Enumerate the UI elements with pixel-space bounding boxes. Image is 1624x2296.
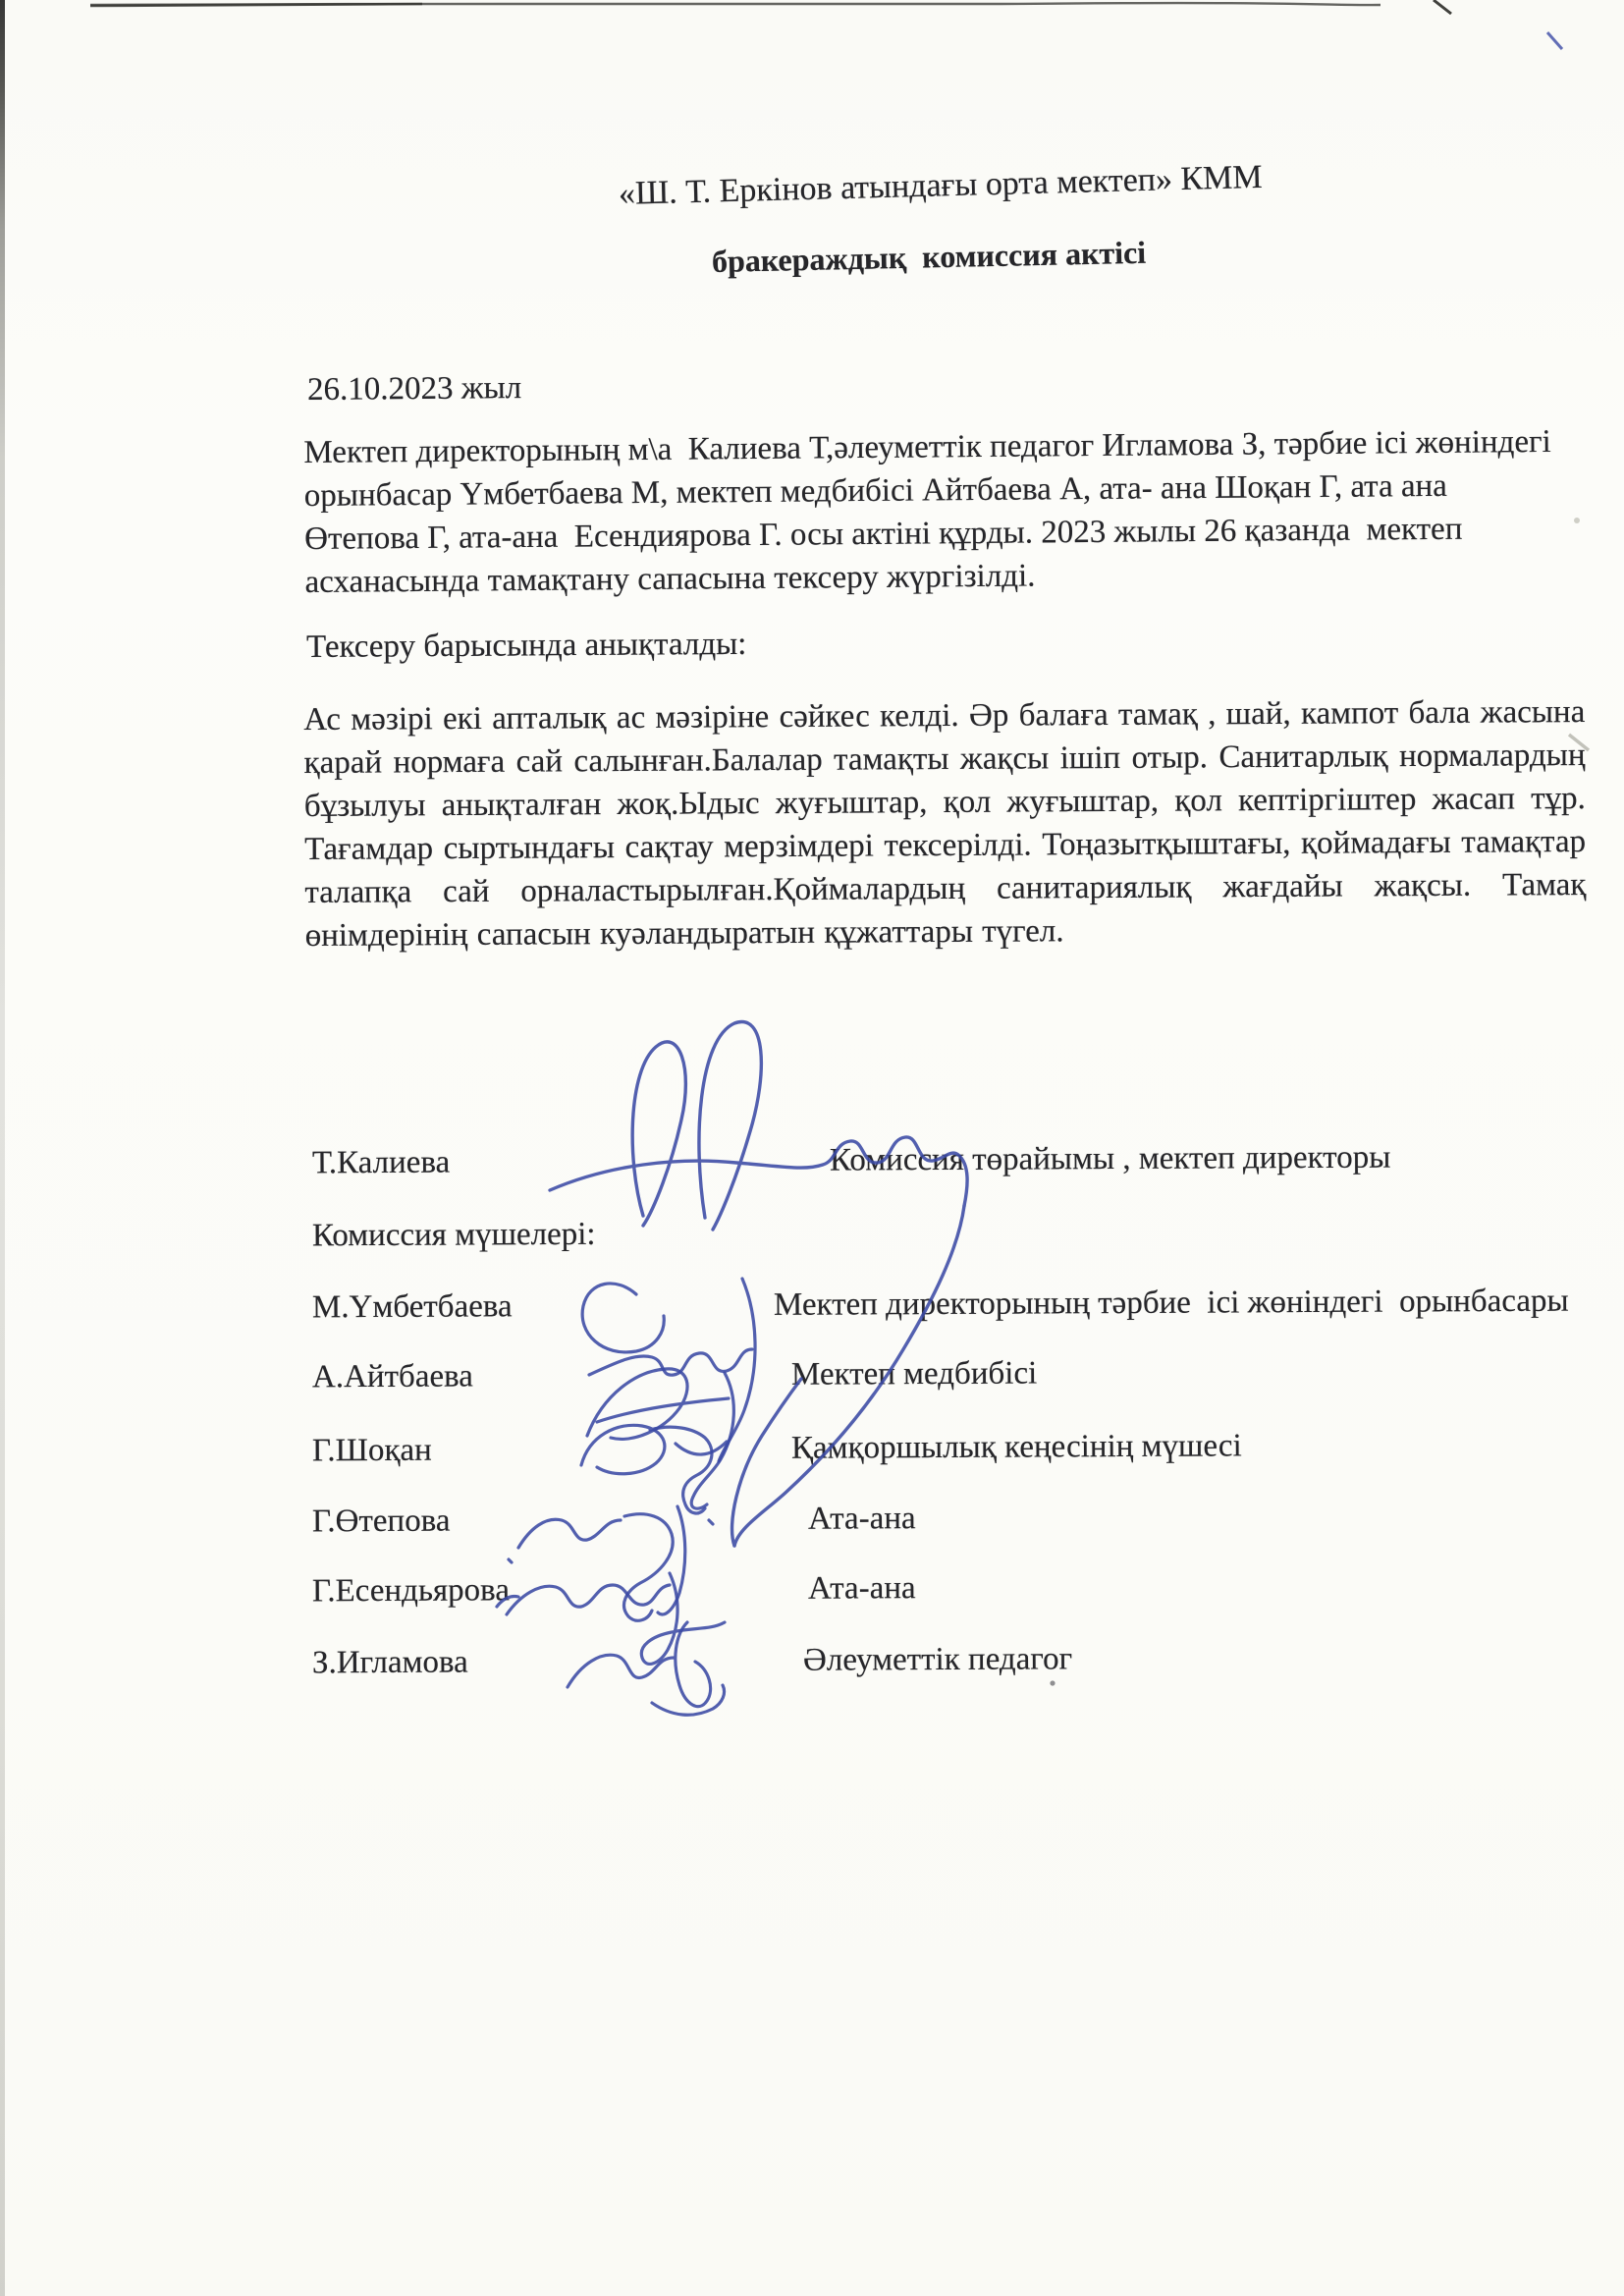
signer-name: Т.Калиева [311,1144,451,1181]
signature-row-member [0,1279,1624,1331]
signature-row-chair [0,1134,1624,1186]
text-line: бұзылуы анықталған жоқ.Ыдыс жуғыштар, қол жуғыштар, қол кептіргіштер жасап тұр. [303,781,1586,825]
text-line: Өтепова Г, ата-ана Есендиярова Г. осы актіні құрды. 2023 жылы 26 қазанда мектеп [304,511,1463,557]
pen-tick-artifact [1547,32,1562,49]
signer-name: М.Үмбетбаева [311,1288,513,1326]
signer-role: Мектеп директорының тәрбие ісі жөніндегі орынбасары [773,1283,1569,1323]
text-line: қарай нормаға сай салынған.Балалар тамақты жақсы ішіп отыр. Санитарлық нормалардың [303,738,1586,782]
section-heading: Тексеру барысында анықталды: [305,626,747,665]
document-subtitle: бракераждық комиссия актісі [711,234,1147,279]
scan-top-edge-artifact [90,0,1451,14]
signer-name: Г.Өтепова [311,1503,451,1540]
signer-name: Г.Шоқан [311,1432,432,1469]
signature-row-member [0,1493,1624,1545]
members-heading-row [0,1207,1624,1259]
stray-dot-artifact [1050,1680,1055,1685]
text-line: орынбасар Үмбетбаева М, мектеп медбибісі Айтбаева А, ата- ана Шоқан Г, ата ана [303,467,1447,515]
text-line: талапқа сай орналастырылған.Қоймалардың санитариялық жағдайы жақсы. Тамақ [304,867,1587,910]
document-date: 26.10.2023 жыл [306,370,522,408]
text-line: Ас мәзірі екі апталық ас мәзіріне сәйкес келді. Әр балаға тамақ , шай, кампот бала жасына [303,694,1586,738]
text-line: Мектеп директорының м\а Калиева Т,әлеуметтік педагог Игламова З, тәрбие ісі жөніндегі [303,423,1551,471]
signer-role: Ата-ана [807,1570,916,1607]
signer-role: Комиссия төрайымы , мектеп директоры [829,1139,1391,1178]
signature-row-member [0,1634,1624,1686]
signer-name: А.Айтбаева [311,1358,473,1395]
signature-row-member [0,1348,1624,1400]
signer-role: Әлеуметтік педагог [802,1641,1073,1678]
intro-paragraph [303,420,1586,604]
findings-paragraph [303,690,1587,957]
signer-role: Мектеп медбибісі [790,1355,1038,1393]
signature-row-member [0,1422,1624,1474]
scan-corner-tick-artifact [1434,0,1451,14]
text-line: асханасында тамақтану сапасына тексеру жүргізілді. [304,558,1036,600]
text-line: Тағамдар сыртындағы сақтау мерзімдері тексерілді. Тоңазытқыштағы, қоймадағы тамақтар [304,824,1587,867]
signer-role: Қамқоршылық кеңесінің мүшесі [790,1428,1242,1466]
signer-role: Ата-ана [807,1501,916,1537]
signature-row-member [0,1562,1624,1614]
signer-name: З.Игламова [311,1644,468,1681]
members-heading: Комиссия мүшелері: [311,1216,596,1254]
signer-name: Г.Есендьярова [311,1572,511,1610]
document-title: «Ш. Т. Еркінов атындағы орта мектеп» КММ [618,158,1264,212]
text-line: өнімдерінің сапасын куәландыратын құжаттары түгел. [304,913,1064,954]
